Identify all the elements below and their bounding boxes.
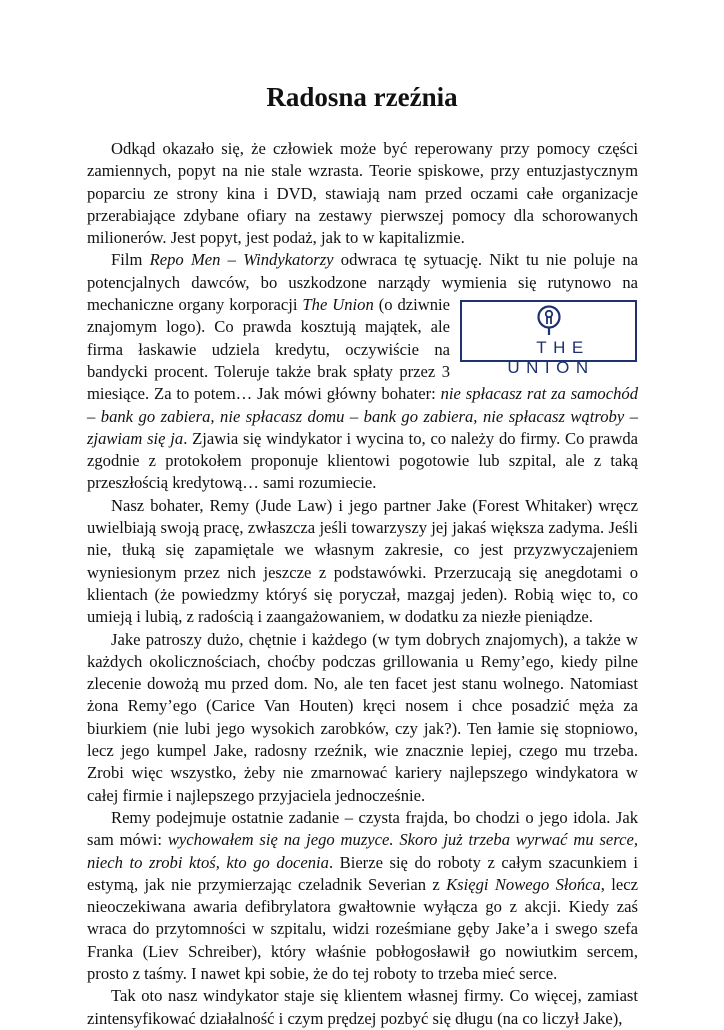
text-run: . Bierze się do roboty z całym szacunkiem i estymą, jak nie przymierzając czeladnik Severian z — [87, 852, 638, 894]
article-body — [87, 138, 638, 1030]
text-run: Remy podejmuje ostatnie zadanie – czysta frajda, bo chodzi o jego idola. Jak sam mówi: — [87, 807, 638, 850]
text-run: odwraca tę sytuację. Nikt tu nie poluje na potencjalnych dawców, bo uszkodzone narządy wymienia się rutynowo na mechaniczne organy korporacji — [87, 250, 638, 315]
text-run: . Zjawia się windykator i wycina to, co należy do firmy. Co prawda zgodnie z protokołem proponuje klientowi pogotowie lub szpital, ale z taką przeszłością kredytową… sami rozumiecie. — [87, 428, 638, 493]
text-run: (o dziwnie znajomym logo). Co prawda kosztują majątek, ale firma łaskawie udziela kredytu, oczywiście na bandycki procent. Toleruje także brak spłaty przez 3 miesiące. Za to potem… Jak mówi główny bohater: — [87, 295, 450, 404]
quote: wychowałem się na jego muzyce. Skoro już trzeba wyrwać mu serce, niech to zrobi ktoś, kto go docenia — [87, 830, 639, 872]
paragraph — [87, 249, 638, 494]
paragraph: Odkąd okazało się, że człowiek może być reperowany przy pomocy części zamiennych, popyt na nie stale wzrasta. Teorie spiskowe, przy entuzjastycznym poparciu ze strony kina i DVD, stawiają nam przed oczami całe organizacje przerabiające zdybane ofiary na zestawy pierwszej pomocy dla schorowanych milionerów. Jest popyt, jest podaż, jak to w kapitalizmie. — [87, 139, 638, 248]
paragraph: Jake patroszy dużo, chętnie i każdego (w tym dobrych znajomych), a także w każdych okolicznościach, choćby podczas grillowania u Remy’ego, kiedy pilne zlecenie dowożą mu przed dom. No, ale ten facet jest stanu wolnego. Natomiast żona Remy’ego (Carice Van Houten) kręci nosem i chce posadzić męża za biurkiem (nie lubi jego wysokich zarobków, czy jak?). Ten łamie się stopniowo, lecz jego kumpel Jake, radosny rzeźnik, wie znacznie lepiej, czego mu trzeba. Zrobi więc wszystko, żeby nie zmarnować kariery najlepszego windykatora w całej firmie i najlepszego przyjaciela jednocześnie. — [87, 629, 638, 805]
paragraph: Tak oto nasz windykator staje się klientem własnej firmy. Co więcej, zamiast zintensyfikować działalność i czym prędzej pozbyć się długu (na co liczył Jake), — [87, 986, 638, 1028]
company-name: The Union — [302, 295, 374, 315]
article-title: Radosna rzeźnia — [266, 82, 458, 112]
quote: nie spłacasz rat za samochód – bank go zabiera, nie spłacasz domu – bank go zabiera, nie spłacasz wątroby – zjawiam się ja — [87, 384, 638, 448]
text-run: , lecz nieoczekiwana awaria defibrylatora gwałtownie wyłącza go z akcji. Kiedy zaś wraca do przytomności w szpitalu, widzi roześmiane gęby Jake’a i swego szefa Franka (Liev Schreiber), który właśnie pobłogosławił go nowiutkim sercem, prosto z taśmy. I nawet kpi sobie, że do tej roboty to trzeba mieć serce. — [87, 874, 638, 983]
book-title: Księgi Nowego Słońca — [446, 874, 601, 894]
text-run: Film — [111, 250, 150, 270]
union-emblem-icon — [537, 305, 561, 335]
paragraph: Nasz bohater, Remy (Jude Law) i jego partner Jake (Forest Whitaker) wręcz uwielbiają swoją pracę, zwłaszcza jeśli towarzyszy jej jakaś większa zadyma. Jeśli nie, tłuką się zapamiętale we własnym zakresie, co jest przyzwyczajeniem wyniesionym przez nich jeszcze z podstawówki. Przerzucają się anegdotami o klientach (że powiedzmy któryś się poryczał, mazgaj jeden). Robią więc to, co umieją i lubią, z radością i zaangażowaniem, w dodatku za niezłe pieniądze. — [87, 495, 638, 627]
film-title: Repo Men – Windykatorzy — [149, 250, 334, 270]
paragraph — [87, 807, 638, 985]
logo-text: THE UNION — [507, 338, 595, 378]
the-union-logo — [460, 300, 637, 378]
